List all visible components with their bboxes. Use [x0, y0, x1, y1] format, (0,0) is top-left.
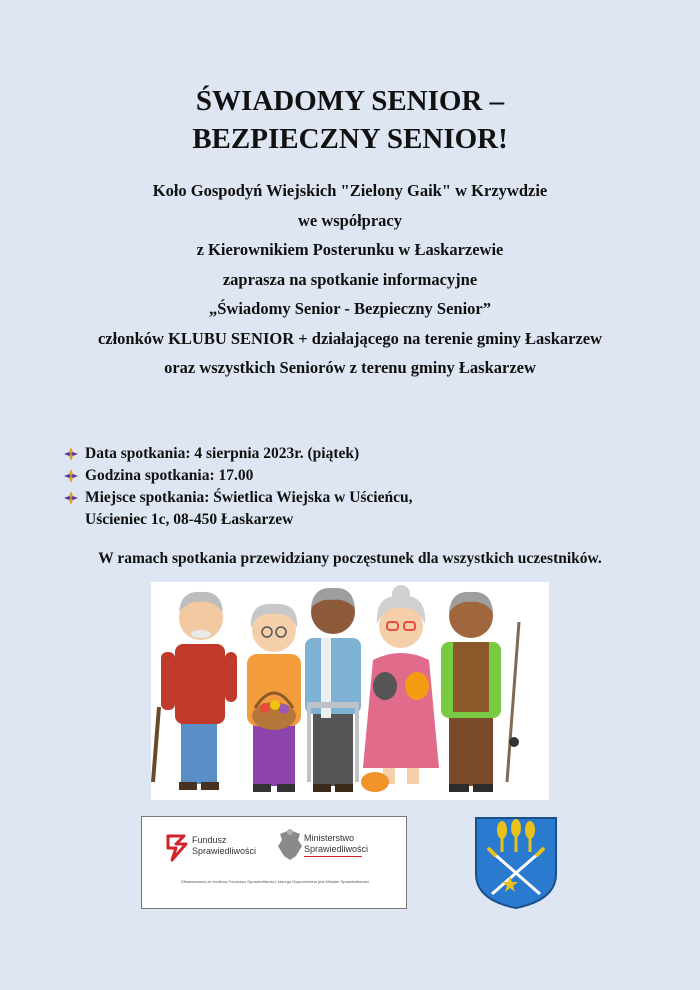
detail-place-address: Uścieniec 1c, 08-450 Łaskarzew [85, 511, 294, 528]
seniors-image [151, 582, 549, 800]
detail-time [64, 465, 664, 487]
diamond-arrow-bullet-icon [64, 491, 78, 505]
senior-man-red-sweater [153, 592, 237, 790]
fundusz-label [192, 835, 256, 857]
detail-place [64, 487, 664, 509]
senior-man-blue-shirt [305, 588, 361, 792]
senior-woman-pink-dress [361, 585, 439, 792]
laskarzew-coat-of-arms [474, 816, 558, 910]
senior-woman-orange [247, 604, 301, 792]
ministerstwo-underline [304, 856, 362, 857]
ministerstwo-line-1: Ministerstwo [304, 833, 355, 843]
intro-line: oraz wszystkich Seniorów z terenu gminy Łaskarzew [164, 358, 536, 377]
ministerstwo-line-2: Sprawiedliwości [304, 844, 369, 854]
intro-line: członków KLUBU SENIOR + działającego na terenie gminy Łaskarzew [97, 328, 603, 348]
detail-place-text: Miejsce spotkania: Świetlica Wiejska w Uścieńcu, [85, 489, 413, 506]
intro-line: Koło Gospodyń Wiejskich "Zielony Gaik" w Krzywdzie [152, 181, 548, 200]
detail-date [64, 443, 664, 465]
senior-group-illustration [151, 582, 549, 800]
diamond-arrow-bullet-icon [64, 447, 78, 461]
detail-date-text: Data spotkania: 4 sierpnia 2023r. (piątek) [85, 445, 360, 462]
intro-line: we współpracy [297, 210, 403, 230]
intro-line: zaprasza na spotkanie informacyjne [222, 269, 478, 289]
fundusz-line-2: Sprawiedliwości [192, 846, 257, 856]
diamond-arrow-bullet-icon [64, 469, 78, 483]
title-line-1: ŚWIADOMY SENIOR – [195, 85, 505, 117]
refreshments-note: W ramach spotkania przewidziany poczęstunek dla wszystkich uczestników. [98, 550, 602, 567]
ministerstwo-label [304, 833, 368, 855]
intro-line: „Świadomy Senior - Bezpieczny Senior” [208, 299, 492, 318]
fundusz-line-1: Fundusz [192, 835, 227, 845]
wheat-sheaves-icon [497, 819, 535, 852]
intro-line: z Kierownikiem Posterunku w Łaskarzewie [196, 240, 504, 259]
intro-text [0, 176, 700, 383]
senior-man-green-vest [441, 592, 519, 792]
funding-fine-print: Sfinansowano ze środków Funduszu Sprawiedliwości, którego Dysponentem jest Minister Sprawiedliwości [180, 879, 370, 884]
page-title [0, 82, 700, 158]
detail-time-text: Godzina spotkania: 17.00 [85, 467, 254, 484]
meeting-details [64, 443, 664, 531]
sponsor-logos [141, 816, 407, 909]
title-line-2: BEZPIECZNY SENIOR! [192, 123, 508, 155]
